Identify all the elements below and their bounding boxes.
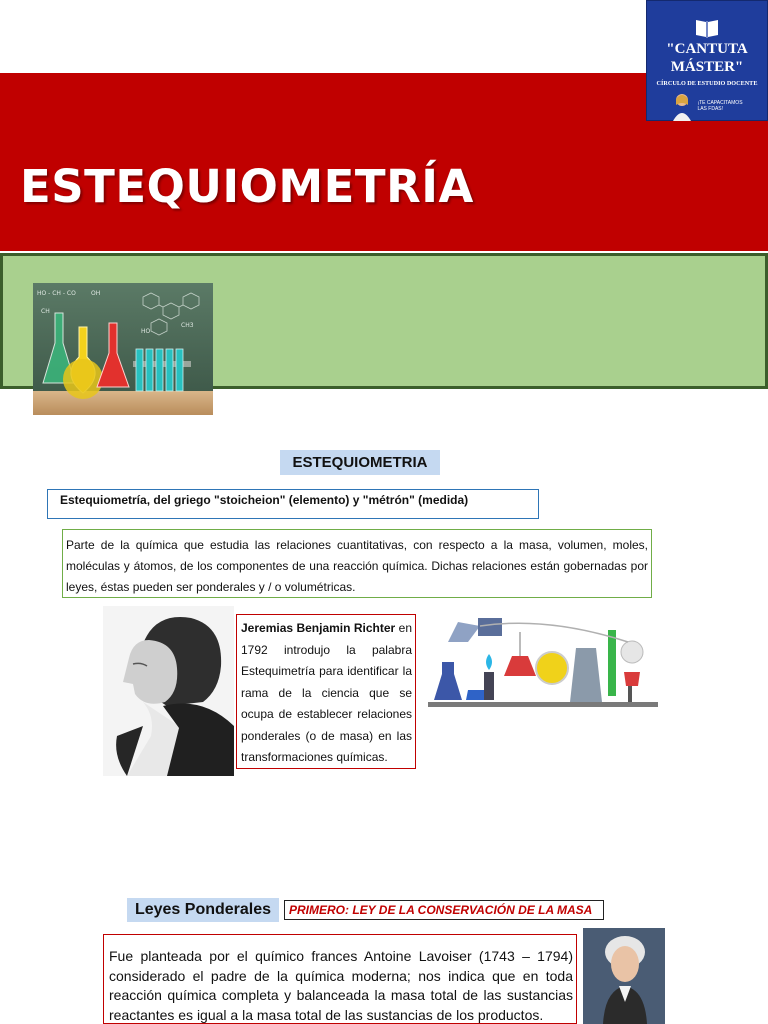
formula-text-3: CH xyxy=(41,308,50,315)
richter-portrait xyxy=(103,606,234,776)
section-title: ESTEQUIOMETRIA xyxy=(280,450,440,475)
richter-description: en 1792 introdujo la palabra Estequimetría para identificar la rama de la ciencia que se ocupa de establecer relaciones ponderales (o de masa) en las transformaciones químicas. xyxy=(241,621,412,764)
book-icon xyxy=(647,17,767,39)
etymology-box: Estequiometría, del griego "stoicheion" (elemento) y "métrón" (medida) xyxy=(47,489,539,519)
richter-text-box xyxy=(236,614,416,769)
laws-title: Leyes Ponderales xyxy=(127,898,279,922)
cantuta-master-logo xyxy=(646,0,768,121)
formula-text-2: OH xyxy=(91,290,101,297)
formula-text-5: CH3 xyxy=(181,322,194,329)
logo-name-line1: "CANTUTA xyxy=(666,41,748,57)
richter-name: Jeremias Benjamin Richter xyxy=(241,621,396,635)
logo-subtitle: CÍRCULO DE ESTUDIO DOCENTE xyxy=(656,80,758,87)
formula-text-4: HO xyxy=(141,328,151,335)
lavoisier-text-box: Fue planteada por el químico frances Antoine Lavoiser (1743 – 1794) considerado el padre de la química moderna; nos indica que en toda reacción química completa y balanceada la masa total de las sustancias reactantes es igual a la masa total de las sustancias de los productos. xyxy=(103,934,577,1024)
teacher-avatar-icon xyxy=(671,91,693,121)
lavoisier-portrait xyxy=(583,928,665,1024)
logo-tagline-2: LAS FDAS! xyxy=(697,106,724,112)
formula-text-1: HO - CH - CO xyxy=(37,290,76,297)
logo-name-line2: MÁSTER" xyxy=(670,59,744,75)
page-title: ESTEQUIOMETRÍA xyxy=(20,160,474,213)
logo-tagline-1: ¡TE CAPACITAMOS xyxy=(697,100,743,106)
chemistry-photo xyxy=(33,283,213,415)
definition-box: Parte de la química que estudia las relaciones cuantitativas, con respecto a la masa, volumen, moles, moléculas y átomos, de los componentes de una reacción química. Dichas relaciones están gobernadas por leyes, éstas pueden ser ponderales y / o volumétricas. xyxy=(62,529,652,598)
lab-equipment-illustration xyxy=(428,612,658,712)
first-law-label: PRIMERO: LEY DE LA CONSERVACIÓN DE LA MASA xyxy=(284,900,604,920)
